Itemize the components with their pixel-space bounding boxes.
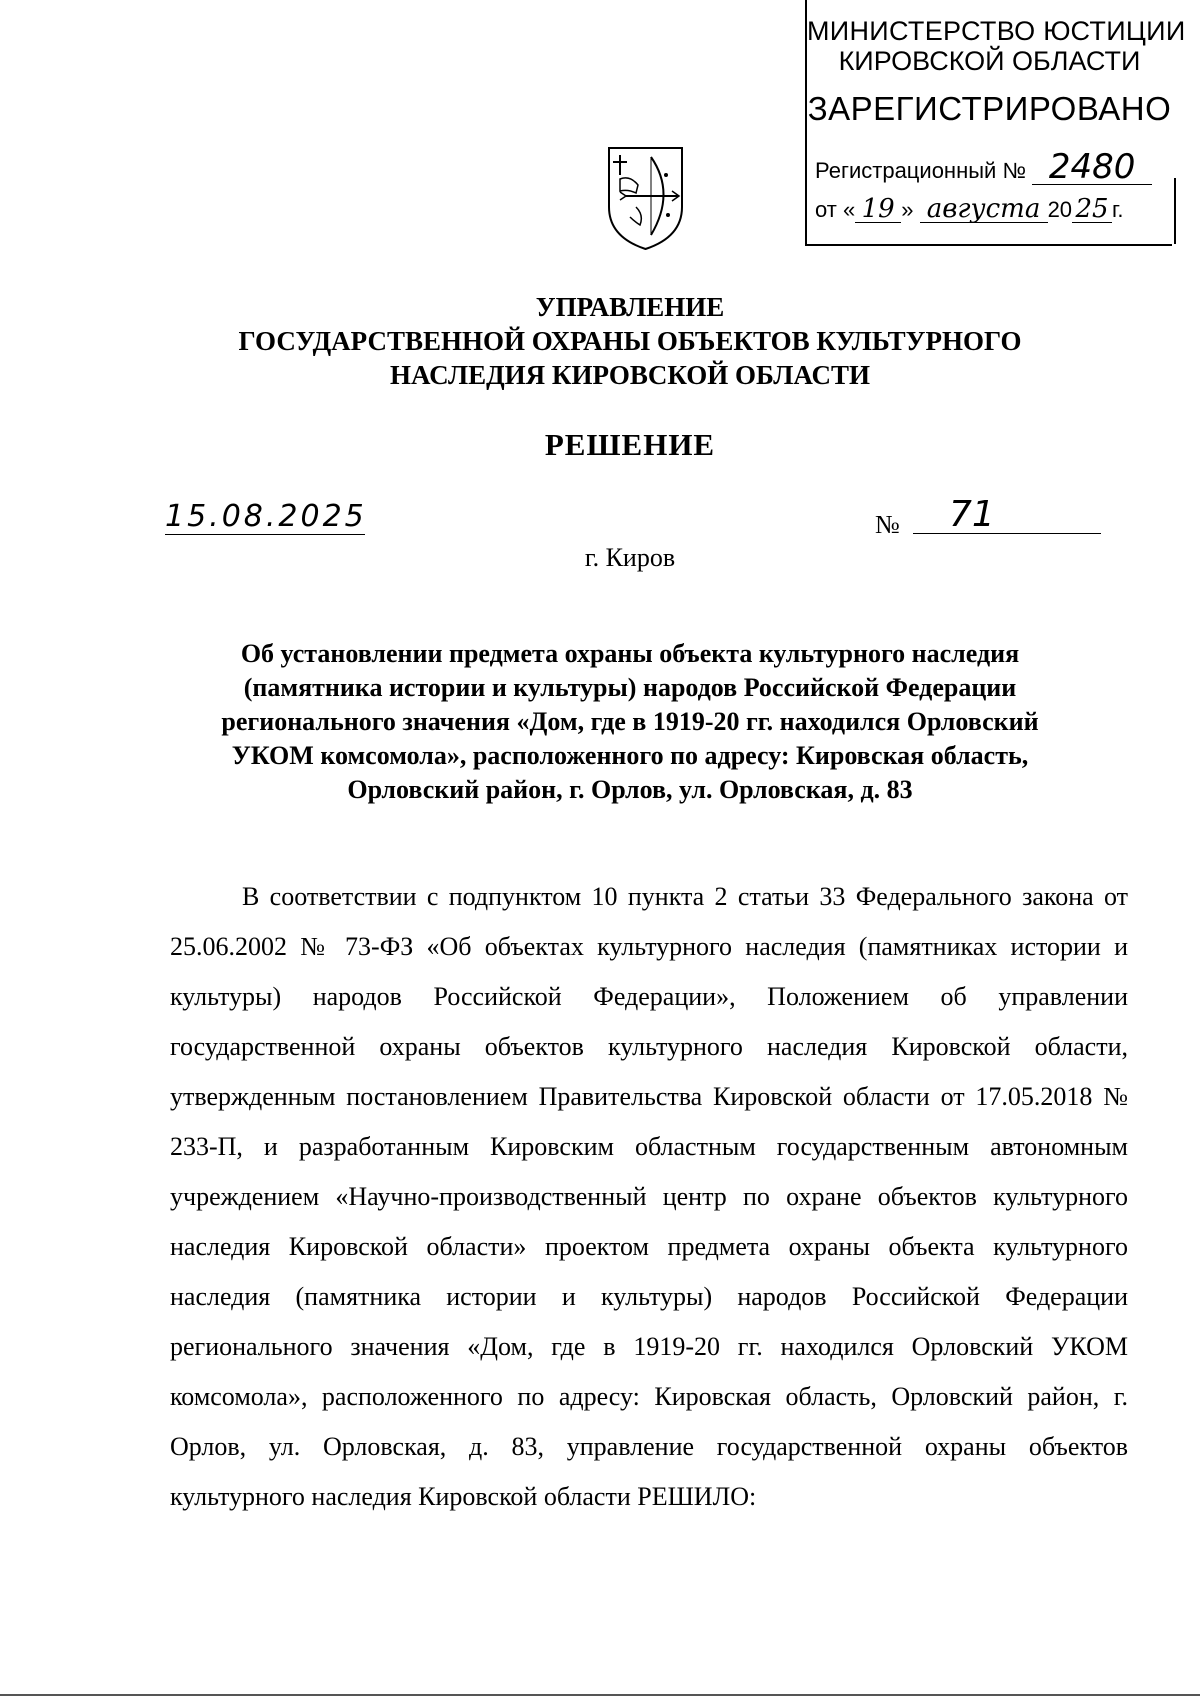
coat-of-arms-icon bbox=[606, 145, 685, 253]
stamp-date-month: августа bbox=[920, 196, 1048, 223]
organization-name bbox=[0, 290, 1200, 392]
stamp-reg-number: 2480 bbox=[1032, 150, 1152, 185]
subject-line-3: регионального значения «Дом, где в 1919-20 гг. находился Орловский bbox=[221, 707, 1039, 736]
page-bottom-edge bbox=[0, 1694, 1200, 1696]
stamp-reg-label: Регистрационный № bbox=[815, 158, 1027, 183]
stamp-date-day: 19 bbox=[855, 196, 901, 223]
number-label: № bbox=[875, 510, 900, 539]
subject-line-1: Об установлении предмета охраны объекта культурного наследия bbox=[240, 639, 1020, 668]
decision-number: 71 bbox=[913, 497, 1101, 534]
org-line-2: ГОСУДАРСТВЕННОЙ ОХРАНЫ ОБЪЕКТОВ КУЛЬТУРНОГО bbox=[238, 326, 1022, 356]
city: г. Киров bbox=[584, 543, 676, 572]
decision-date: 15.08.2025 bbox=[165, 499, 367, 534]
stamp-date-year-prefix: 20 bbox=[1047, 197, 1073, 222]
org-line-3: НАСЛЕДИЯ КИРОВСКОЙ ОБЛАСТИ bbox=[390, 360, 870, 390]
subject-line-4: УКОМ комсомола», расположенного по адресу: Кировская область, bbox=[231, 741, 1029, 770]
stamp-date-mid: » bbox=[901, 197, 914, 222]
decision-subject bbox=[0, 637, 1200, 807]
stamp-date-suffix: г. bbox=[1112, 197, 1124, 222]
stamp-region: КИРОВСКОЙ ОБЛАСТИ bbox=[838, 46, 1141, 76]
stamp-date-row bbox=[815, 196, 1124, 223]
stamp-registration-row bbox=[815, 147, 1152, 187]
stamp-ministry: МИНИСТЕРСТВО ЮСТИЦИИ bbox=[807, 16, 1186, 46]
stamp-border bbox=[1174, 178, 1176, 244]
subject-line-2: (памятника истории и культуры) народов Российской Федерации bbox=[243, 673, 1017, 702]
org-line-1: УПРАВЛЕНИЕ bbox=[535, 292, 725, 322]
stamp-status: ЗАРЕГИСТРИРОВАНО bbox=[807, 90, 1172, 127]
registration-stamp bbox=[805, 0, 1186, 246]
subject-line-5: Орловский район, г. Орлов, ул. Орловская, д. 83 bbox=[347, 775, 913, 804]
stamp-date-year: 25 bbox=[1072, 196, 1112, 223]
document-title: РЕШЕНИЕ bbox=[544, 427, 716, 462]
body-paragraph: В соответствии с подпунктом 10 пункта 2 статьи 33 Федерального закона от 25.06.2002 № 73-ФЗ «Об объектах культурного наследия (памятниках истории и культуры) народов Российской Федерации», Положением об управлении государственной охраны объектов культурного наследия Кировской области, утвержденным постановлением Правительства Кировской области от 17.05.2018 № 233-П, и разработанным Кировским областным государственным автономным учреждением «Научно-производственный центр по охране объектов культурного наследия Кировской области» проектом предмета охраны объекта культурного наследия (памятника истории и культуры) народов Российской Федерации регионального значения «Дом, где в 1919-20 гг. находился Орловский УКОМ комсомола», расположенного по адресу: Кировская область, Орловский район, г. Орлов, ул. Орловская, д. 83, управление государственной охраны объектов культурного наследия Кировской области РЕШИЛО: bbox=[170, 882, 1128, 1511]
stamp-date-prefix: от « bbox=[815, 197, 856, 222]
